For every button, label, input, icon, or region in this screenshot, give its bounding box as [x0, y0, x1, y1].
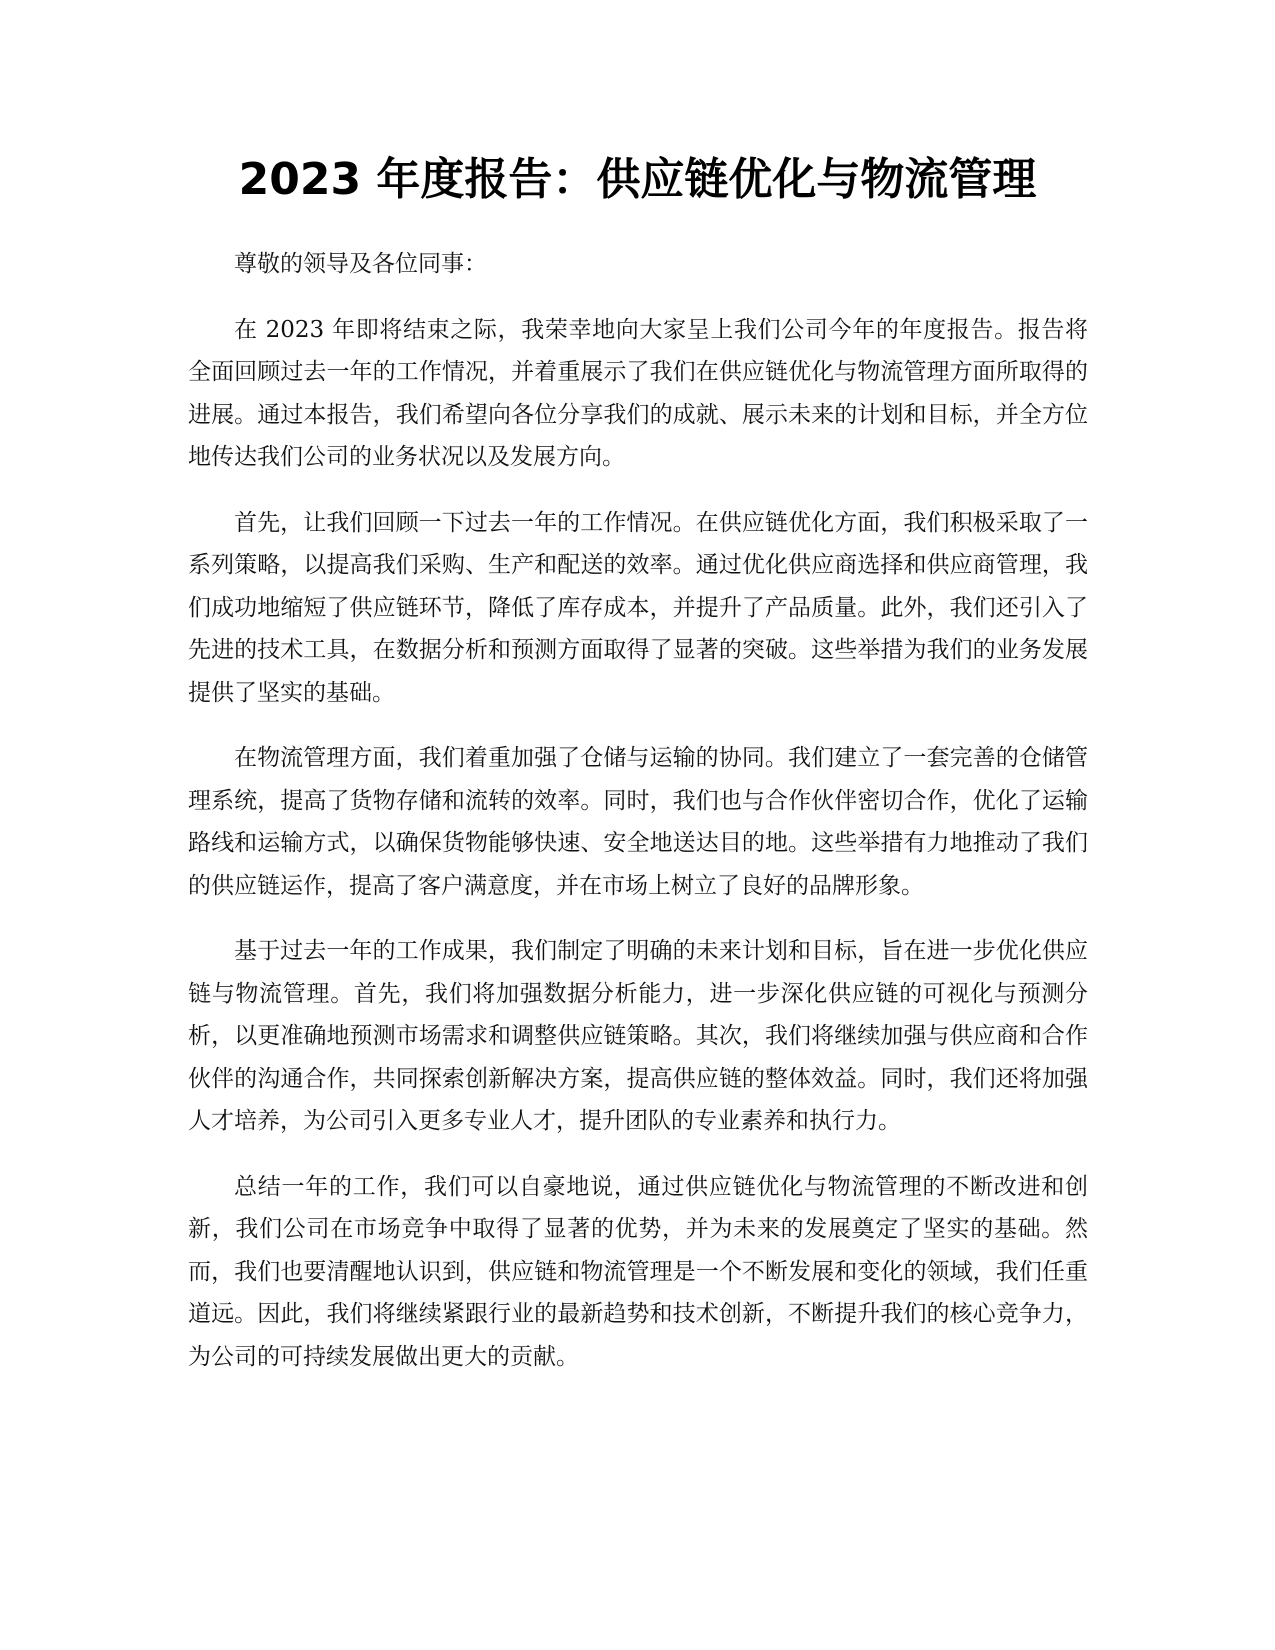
document-body: [188, 243, 1088, 1401]
paragraph-supply-chain: 首先，让我们回顾一下过去一年的工作情况。在供应链优化方面，我们积极采取了一系列策略，以提高我们采购、生产和配送的效率。通过优化供应商选择和供应商管理，我们成功地缩短了供应链环节，降低了库存成本，并提升了产品质量。此外，我们还引入了先进的技术工具，在数据分析和预测方面取得了显著的突破。这些举措为我们的业务发展提供了坚实的基础。: [188, 509, 1088, 706]
paragraph-intro: 在 2023 年即将结束之际，我荣幸地向大家呈上我们公司今年的年度报告。报告将全面回顾过去一年的工作情况，并着重展示了我们在供应链优化与物流管理方面所取得的进展。通过本报告，我们希望向各位分享我们的成就、展示未来的计划和目标，并全方位地传达我们公司的业务状况以及发展方向。: [188, 316, 1088, 470]
paragraph-future-plans: 基于过去一年的工作成果，我们制定了明确的未来计划和目标，旨在进一步优化供应链与物流管理。首先，我们将加强数据分析能力，进一步深化供应链的可视化与预测分析，以更准确地预测市场需求和调整供应链策略。其次，我们将继续加强与供应商和合作伙伴的沟通合作，共同探索创新解决方案，提高供应链的整体效益。同时，我们还将加强人才培养，为公司引入更多专业人才，提升团队的专业素养和执行力。: [188, 938, 1088, 1134]
document-title: 2023 年度报告：供应链优化与物流管理: [238, 154, 1037, 205]
paragraph-logistics: 在物流管理方面，我们着重加强了仓储与运输的协同。我们建立了一套完善的仓储管理系统，提高了货物存储和流转的效率。同时，我们也与合作伙伴密切合作，优化了运输路线和运输方式，以确保货物能够快速、安全地送达目的地。这些举措有力地推动了我们的供应链运作，提高了客户满意度，并在市场上树立了良好的品牌形象。: [188, 745, 1088, 899]
salutation: 尊敬的领导及各位同事：: [234, 251, 487, 277]
paragraph-conclusion: 总结一年的工作，我们可以自豪地说，通过供应链优化与物流管理的不断改进和创新，我们公司在市场竞争中取得了显著的优势，并为未来的发展奠定了坚实的基础。然而，我们也要清醒地认识到，供应链和物流管理是一个不断发展和变化的领域，我们任重道远。因此，我们将继续紧跟行业的最新趋势和技术创新，不断提升我们的核心竞争力，为公司的可持续发展做出更大的贡献。: [188, 1173, 1088, 1370]
